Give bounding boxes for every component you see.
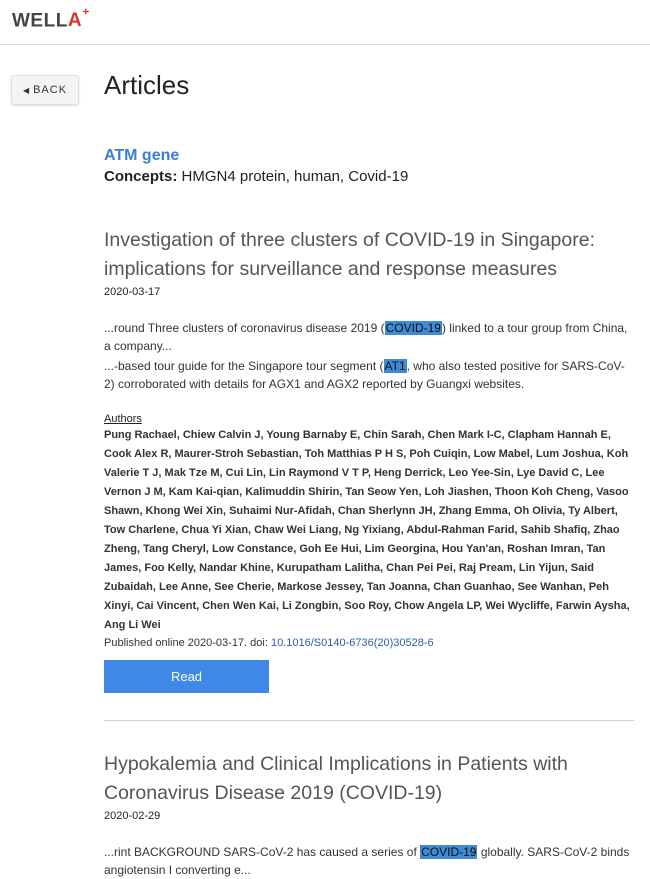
back-button[interactable] xyxy=(11,75,79,105)
snippet: ...round Three clusters of coronavirus disease 2019 (COVID-19) linked to a tour group from China, a company... xyxy=(104,321,628,353)
concepts-label: Concepts: xyxy=(104,168,178,185)
snippet: ...-based tour guide for the Singapore tour segment (AT1, who also tested positive for SARS-CoV-2) corroborated with details for AGX1 and AGX2 reported by Guangxi websites. xyxy=(104,359,625,391)
snippet-list xyxy=(104,843,632,879)
snippet-list xyxy=(104,319,632,393)
article-title[interactable]: Hypokalemia and Clinical Implications in Patients with Coronavirus Disease 2019 (COVID-19) xyxy=(104,753,568,804)
back-label: BACK xyxy=(33,84,68,96)
highlight: COVID-19 xyxy=(421,845,477,859)
concepts-line xyxy=(104,168,632,185)
read-button[interactable]: Read xyxy=(104,660,269,693)
topic-title[interactable]: ATM gene xyxy=(104,147,180,164)
published-text: Published online 2020-03-17. doi: xyxy=(104,637,271,649)
article-card xyxy=(104,750,632,879)
page-title: Articles xyxy=(104,70,190,100)
highlight: COVID-19 xyxy=(385,321,441,335)
authors-list: Pung Rachael, Chiew Calvin J, Young Barnaby E, Chin Sarah, Chen Mark I-C, Clapham Hannah E, Cook Alex R, Maurer-Stroh Sebastian, Toh Matthias P H S, Poh Cuiqin, Low Mabel, Lum Joshua, Koh Valerie T J, Mak Tze M, Cui Lin, Lin Raymond V T P, Heng Derrick, Leo Yee-Sin, Lye David C, Lee Vernon J M, Kam Kai-qian, Kalimuddin Shirin, Tan Seow Yen, Loh Jiashen, Thoon Koh Cheng, Vasoo Shawn, Khong Wei Xin, Suhaimi Nur-Afidah, Chan Sherlynn JH, Zhang Emma, Oh Olivia, Ty Albert, Tow Charlene, Chua Yi Xian, Chaw Wei Liang, Ng Yixiang, Abdul-Rahman Farid, Sahib Shafiq, Zhao Zheng, Tang Cheryl, Low Constance, Goh Ee Hui, Lim Georgina, Hou Yan'an, Roshan Imran, Tan James, Foo Kelly, Nandar Khine, Kurupatham Lalitha, Chan Pei Pei, Raj Pream, Lin Yijun, Said Zubaidah, Lee Anne, See Cherie, Markose Jessey, Tan Joanna, Chan Guanhao, See Wanhan, Peh Xinyi, Cai Vincent, Chen Wen Kai, Li Zongbin, Soo Roy, Chow Angela LP, Wei Wycliffe, Farwin Aysha, Ang Li Wei xyxy=(104,429,630,631)
snippet: ...rint BACKGROUND SARS-CoV-2 has caused a series of COVID-19 globally. SARS-CoV-2 binds angiotensin I converting e... xyxy=(104,845,630,877)
logo-ai-mark: A⁺ xyxy=(67,6,90,32)
article-title[interactable]: Investigation of three clusters of COVID-19 in Singapore: implications for surveillance and response measures xyxy=(104,229,596,280)
published-line xyxy=(104,635,632,651)
highlight: AT1 xyxy=(384,359,406,373)
authors-label: Authors xyxy=(104,413,142,425)
article-date: 2020-02-29 xyxy=(104,810,161,822)
logo-text: WELL xyxy=(12,10,68,32)
doi-link[interactable]: 10.1016/S0140-6736(20)30528-6 xyxy=(270,637,434,649)
divider xyxy=(104,720,634,721)
wellai-logo[interactable] xyxy=(12,6,90,32)
concepts-value: HMGN4 protein, human, Covid-19 xyxy=(181,168,409,185)
main-content xyxy=(104,70,632,879)
article-date: 2020-03-17 xyxy=(104,286,161,298)
topic-section xyxy=(104,147,632,185)
article-card xyxy=(104,226,632,693)
triangle-left-icon: ◀ xyxy=(22,85,31,95)
top-bar xyxy=(0,0,650,45)
